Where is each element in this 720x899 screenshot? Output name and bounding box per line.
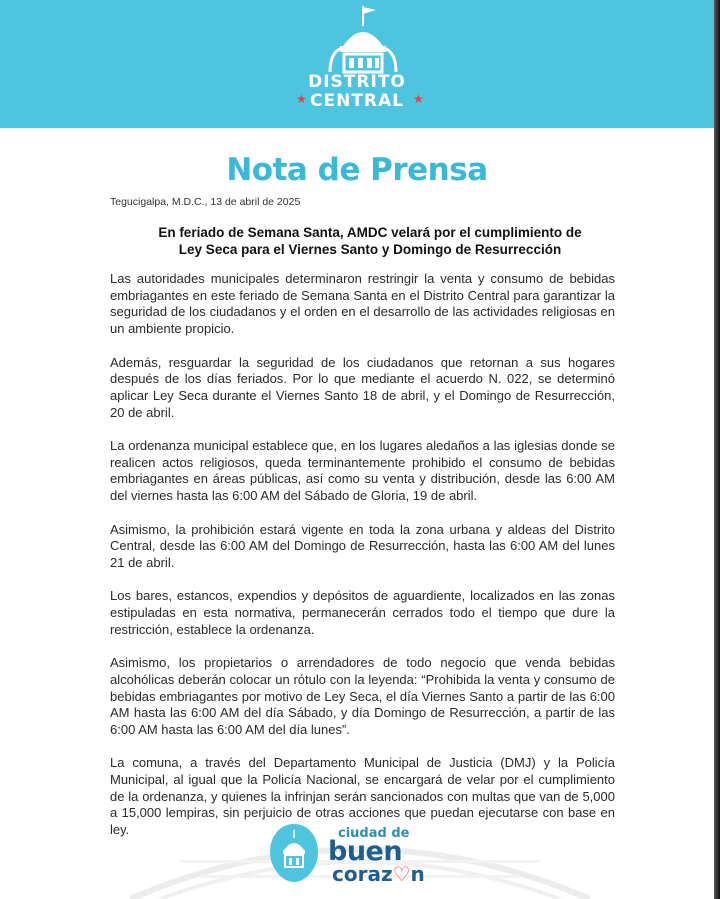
paragraph: Las autoridades municipales determinaron restringir la venta y consumo de bebidas embriagantes en este feriado de Semana Santa en el Distrito Central para garantizar la seguridad de los ciudadanos y el orden en el desarrollo de las actividades religiosas en un ambiente propicio. xyxy=(110,271,615,337)
slogan-ciudad-de: ciudad de xyxy=(338,826,410,841)
headline xyxy=(100,224,640,258)
red-star-icon: ★ xyxy=(413,92,424,106)
paragraph: Asimismo, la prohibición estará vigente en toda la zona urbana y aldeas del Distrito Central, desde las 6:00 AM del Domingo de Resurrección, hasta las 6:00 AM del lunes 21 de abril. xyxy=(110,521,615,570)
paragraph: Además, resguardar la seguridad de los ciudadanos que retornan a sus hogares después de los días feriados. Por lo que mediante el acuerdo N. 022, se determinó aplicar Ley Seca durante el Viernes Santo 18 de abril, y el Domingo de Resurrección, 20 de abril. xyxy=(110,354,615,420)
paragraph: La comuna, a través del Departamento Municipal de Justicia (DMJ) y la Policía Municipal, al igual que la Policía Nacional, se encargará de velar por el cumplimiento de la ordenanza, y quienes la infrinjan serán sancionados con multas que van de 5,000 a 15,000 lempiras, sin perjuicio de otras acciones que puedan ejecutarse con base en ley. xyxy=(110,755,615,838)
slogan-corazon xyxy=(332,862,425,886)
heart-icon: ♡ xyxy=(392,862,411,886)
slogan-corazon-start: coraz xyxy=(332,862,393,886)
headline-line-2: Ley Seca para el Viernes Santo y Domingo de Resurrección xyxy=(178,242,562,257)
brand-central: CENTRAL xyxy=(310,91,404,111)
page-edge-shadow xyxy=(714,0,720,899)
brand-distrito: DISTRITO xyxy=(308,72,406,92)
paragraph: La ordenanza municipal establece que, en los lugares aledaños a las iglesias donde se realicen actos religiosos, queda terminantemente prohibido el consumo de bebidas embriagantes en áreas públicas, así como su venta y distribución, desde las 6:00 AM del viernes hasta las 6:00 AM del Sábado de Gloria, 19 de abril. xyxy=(110,438,615,504)
city-seal-icon xyxy=(268,822,320,884)
slogan-buen: buen xyxy=(328,836,403,867)
header-banner xyxy=(0,0,714,128)
dateline: Tegucigalpa, M.D.C., 13 de abril de 2025 xyxy=(110,196,301,208)
page-title: Nota de Prensa xyxy=(226,152,488,188)
article-body xyxy=(110,271,615,856)
paragraph: Asimismo, los propietarios o arrendadores de todo negocio que venda bebidas alcohólicas deberán colocar un rótulo con la leyenda: “Prohibida la venta y consumo de bebidas embriagantes por motivo de Ley Seca, el día Viernes Santo a partir de las 6:00 AM hasta las 6:00 AM del día Sábado, y día Domingo de Resurrección, a partir de las 6:00 AM hasta las 6:00 AM del día lunes”. xyxy=(110,655,615,737)
red-star-icon: ★ xyxy=(296,92,307,106)
headline-line-1: En feriado de Semana Santa, AMDC velará por el cumplimiento de xyxy=(158,225,582,240)
slogan-corazon-end: n xyxy=(410,862,425,886)
paragraph: Los bares, estancos, expendios y depósitos de aguardiente, localizados en las zonas estipuladas en esta normativa, permanecerán cerrados todo el tiempo que dure la restricción, establece la ordenanza. xyxy=(110,588,615,637)
